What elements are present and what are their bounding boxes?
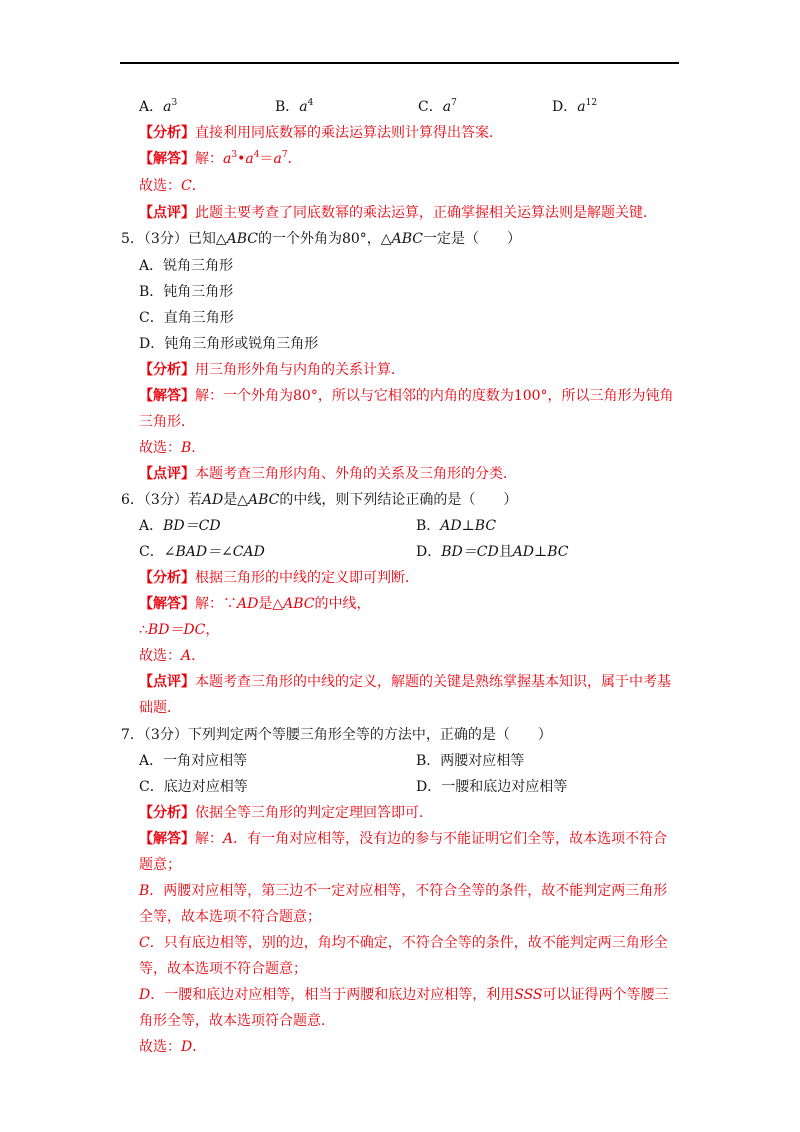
q6-comment-line2: 础题． [139, 700, 181, 716]
q7-answer-a-line1: 【解答】解：A．有一角对应相等，没有边的参与不能证明它们全等，故本选项不符合 [139, 831, 668, 847]
q5-option-b: B．钝角三角形 [139, 284, 234, 300]
q6-choice: 故选：A． [139, 648, 206, 664]
q5-answer-line1: 【解答】解：一个外角为80°，所以与它相邻的内角的度数为100°，所以三角形为钝角 [139, 388, 674, 404]
q5-stem: 5．（3分）已知△ABC的一个外角为80°，△ABC一定是（ ） [121, 231, 521, 247]
q6-option-c: C．∠BAD＝∠CAD [139, 544, 265, 560]
header-rule [120, 62, 679, 64]
q4-answer: 【解答】解：$a^3•a^4=a^7$． [139, 150, 302, 167]
q6-option-b: B．AD⊥BC [416, 518, 497, 534]
q7-answer-d-line1: D．一腰和底边对应相等，相当于两腰和底边对应相等，利用SSS可以证得两个等腰三 [139, 987, 669, 1003]
q7-option-d: D．一腰和底边对应相等 [416, 779, 568, 795]
q6-answer: 【解答】解：∵AD是△ABC的中线， [139, 596, 371, 612]
q7-option-a: A．一角对应相等 [139, 753, 248, 769]
q4-comment: 【点评】此题主要考查了同底数幂的乘法运算，正确掌握相关运算法则是解题关键． [139, 205, 657, 221]
q6-comment-line1: 【点评】本题考查三角形的中线的定义，解题的关键是熟练掌握基本知识，属于中考基 [139, 674, 671, 690]
q4-option-b: B．$a^4$ [275, 98, 314, 115]
q6-analysis: 【分析】根据三角形的中线的定义即可判断． [139, 570, 419, 586]
q7-answer-d-line2: 角形全等，故本选项符合题意． [139, 1013, 335, 1029]
q5-comment: 【点评】本题考查三角形内角、外角的关系及三角形的分类． [139, 466, 517, 482]
q5-option-c: C．直角三角形 [139, 310, 234, 326]
q6-therefore: ∴BD＝DC， [139, 622, 220, 638]
q7-answer-c-line2: 等，故本选项不符合题意； [139, 961, 307, 977]
q7-answer-b-line2: 全等，故本选项不符合题意； [139, 909, 321, 925]
q4-analysis: 【分析】直接利用同底数幂的乘法运算法则计算得出答案． [139, 125, 503, 141]
q4-option-d: D．$a^{12}$ [552, 98, 598, 115]
q7-answer-c-line1: C．只有底边相等，别的边，角均不确定，不符合全等的条件，故不能判定两三角形全 [139, 935, 668, 951]
q6-stem: 6．（3分）若AD是△ABC的中线，则下列结论正确的是（ ） [121, 492, 518, 508]
q6-option-a: A．BD＝CD [139, 518, 221, 534]
q4-option-c: C．$a^7$ [418, 98, 457, 115]
q7-option-b: B．两腰对应相等 [416, 753, 525, 769]
q4-option-a: A．$a^3$ [139, 98, 178, 115]
q5-choice: 故选：B． [139, 440, 206, 456]
q5-analysis: 【分析】用三角形外角与内角的关系计算． [139, 362, 405, 378]
q7-answer-a-line2: 题意； [139, 857, 181, 873]
q7-choice: 故选：D． [139, 1039, 207, 1055]
q7-answer-b-line1: B．两腰对应相等，第三边不一定对应相等，不符合全等的条件，故不能判定两三角形 [139, 883, 668, 899]
q4-choice: 故选：C． [139, 178, 206, 194]
q5-answer-line2: 三角形． [139, 414, 195, 430]
q7-analysis: 【分析】依据全等三角形的判定定理回答即可． [139, 805, 433, 821]
q7-option-c: C．底边对应相等 [139, 779, 248, 795]
q5-option-a: A．锐角三角形 [139, 258, 234, 274]
q7-stem: 7．（3分）下列判定两个等腰三角形全等的方法中，正确的是（ ） [121, 727, 552, 743]
q6-option-d: D．BD＝CD且AD⊥BC [416, 544, 569, 560]
q5-option-d: D．钝角三角形或锐角三角形 [139, 336, 319, 352]
